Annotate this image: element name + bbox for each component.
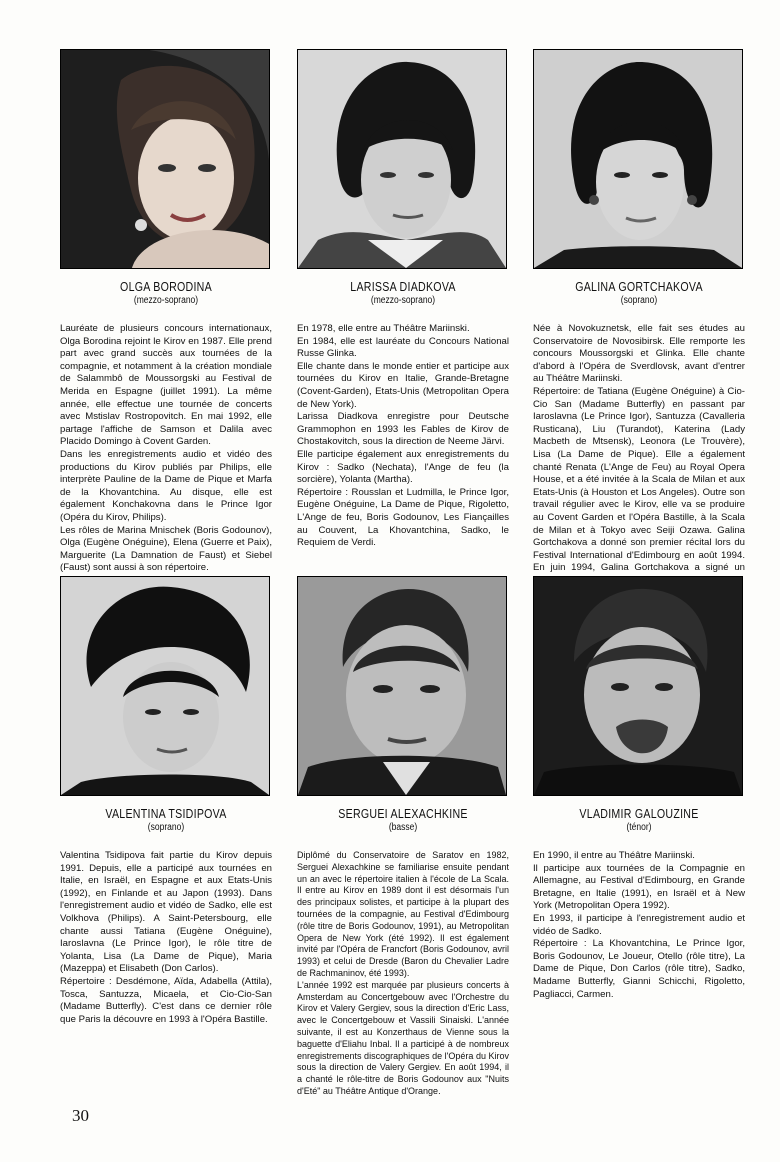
artist-name: VALENTINA TSIDIPOVA <box>105 807 227 821</box>
artist-bio <box>60 850 272 1026</box>
bio-paragraph: En 1984, elle est lauréate du Concours National Russe Glinka. <box>297 335 509 360</box>
portrait-photo <box>60 576 270 796</box>
bio-paragraph: Les rôles de Marina Mnischek (Boris Godounov), Olga (Eugène Onéguine), Elena (Guerre et Paix), Marguerite (La Damnation de Faust) et Siebel (Faust) sont aussi à son répertoire. <box>60 524 272 574</box>
bio-paragraph: Née à Novokuznetsk, elle fait ses études au Conservatoire de Novosibirsk. Elle remporte les concours Moussorgski et Glinka. Elle chante d'abord à l'Opéra de Sverdlovsk, avant d'entrer au Théâtre Mariinski. <box>533 323 745 385</box>
bio-paragraph: En 1978, elle entre au Théâtre Mariinski. <box>297 323 470 334</box>
artist-name: LARISSA DIADKOVA <box>350 280 456 294</box>
voice-type: (mezzo-soprano) <box>370 295 436 306</box>
artist-name: SERGUEI ALEXACHKINE <box>338 807 468 821</box>
bio-paragraph: Diplômé du Conservatoire de Saratov en 1982, Serguei Alexachkine se familiarise ensuite pendant un an avec le répertoire italien à l'école de La Scala. Il entre au Kirov en 1989 dont il est désormais l'un des principaux solistes, et participe à la plupart des tournées de la compagnie, au Festival d'Edimbourg (rôle titre de Boris Godounov, 1991), au Metropolitan Opera de New York (été 1992). Il est également invité par l'Opéra de Francfort (Boris Godounov, avril 1993) et celui de Dresde (Baron du Chevalier Ladre de Rachmaninov, été 1993). <box>297 850 509 978</box>
artist-card-vladimir-galouzine <box>533 576 745 1001</box>
bio-paragraph: Répertoire: de Tatiana (Eugène Onéguine) à Cio-Cio San (Madame Butterfly) en passant par Iaroslavna (Le Prince Igor), Santuzza (Cavalleria Rusticana), Liu (Turandot), Katerina (Lady Macbeth de Mtsensk), Leonora (Le Trouvère), Lisa (La Dame de Pique). Elle a également chanté Renata (L'Ange de Feu) au Royal Opera House, et a été invitée à la Scala de Milan et aux Etats-Unis (à Houston et Los Angeles). Outre son travail régulier avec le Kirov, elle va se produire au Covent Garden et l'Opéra Bastille, à la Scala de Milan et à Tokyo avec Seiji Ozawa. Galina Gortchakova a donné son premier récital lors du Festival International d'Edimbourg en août 1994. En juin 1994, Galina Gortchakova a signé un <box>533 385 745 574</box>
artist-bio <box>533 850 745 1001</box>
bio-paragraph: En 1993, il participe à l'enregistrement audio et vidéo de Sadko. <box>533 912 745 937</box>
page-number: 30 <box>72 1106 89 1125</box>
voice-type: (ténor) <box>626 822 652 833</box>
portrait-photo <box>60 49 270 269</box>
voice-type: (soprano) <box>147 822 185 833</box>
artist-card-galina-gortchakova <box>533 49 745 587</box>
bio-paragraph: Elle participe également aux enregistrements du Kirov : Sadko (Nechata), l'Ange de feu (la sorcière), Yolanta (Martha). <box>297 448 509 486</box>
bio-paragraph: Larissa Diadkova enregistre pour Deutsche Grammophon en 1993 les Fables de Kirov de Chostakovitch, sous la direction de Neeme Järvi. <box>297 411 509 448</box>
artist-name: OLGA BORODINA <box>120 280 212 294</box>
artist-card-larissa-diadkova <box>297 49 509 550</box>
artist-bio <box>60 323 272 575</box>
voice-type: (basse) <box>388 822 418 833</box>
artist-name: GALINA GORTCHAKOVA <box>575 280 703 294</box>
bio-paragraph: Elle chante dans le monde entier et participe aux tournées du Kirov en Italie, Grande-Bretagne (Covent-Garden), Etats-Unis (Metropolitan Opera de New York). <box>297 360 509 410</box>
bio-paragraph: Dans les enregistrements audio et vidéo des productions du Kirov publiés par Philips, elle interprète Pauline de la Dame de Pique et Marfa de la Khovantchina. Au disque, elle est également Konchakovna dans le Prince Igor (Opéra du Kirov, Philips). <box>60 448 272 523</box>
voice-type: (soprano) <box>620 295 658 306</box>
bio-paragraph: Valentina Tsidipova fait partie du Kirov depuis 1991. Depuis, elle a participé aux tournées en Italie, en Israël, en Espagne et aux Etats-Unis (1992), en Finlande et au Japon (1993). Dans l'enregistrement audio et vidéo de Sadko, elle est Volkhova (Philips). A Saint-Petersbourg, elle chante aussi Tatiana (Eugène Onéguine), Iaroslavna (Le Prince Igor), le rôle titre de Yolanta, Lisa (La Dame de Pique), Maria (Mazeppa) et Elisabeth (Don Carlos). <box>60 850 272 975</box>
artist-card-serguei-alexachkine <box>297 576 509 1098</box>
bio-paragraph: L'année 1992 est marquée par plusieurs concerts à Amsterdam au Concertgebouw avec l'Orchestre du Kirov et Valery Gergiev, sous la direction d'Eric Lass, avec le Concertgebouw et Vassili Sinaiski. L'année suivante, il est au Konzerthaus de Vienne sous la baguette d'Eliahu Inbal. Il a participé à de nombreux enregistrements discographiques de l'Opéra du Kirov sous la direction de Valery Gergiev. En août 1994, il a chanté le rôle-titre de Boris Godounov aux "Nuits d'Eté" au Théâtre Antique d'Orange. <box>297 979 509 1096</box>
bio-paragraph: Lauréate de plusieurs concours internationaux, Olga Borodina rejoint le Kirov en 1987. Elle prend part avec grand succès aux tournées de la compagnie, et notamment à la création mondiale de Salammbô de Moussorgski au Festival de Merida en Espagne (juillet 1991). La même année, elle effectue une tournée de concerts avec Mstislav Rostropovitch. En mai 1992, elle partage l'affiche de Samson et Dalila avec Placido Domingo à Covent Garden. <box>60 323 272 448</box>
artist-name: VLADIMIR GALOUZINE <box>579 807 699 821</box>
portrait-photo <box>297 576 507 796</box>
bio-paragraph: En 1990, il entre au Théâtre Mariinski. <box>533 850 695 861</box>
artist-bio <box>297 323 509 550</box>
artist-card-olga-borodina <box>60 49 272 575</box>
artist-bio <box>297 850 509 1098</box>
bio-paragraph: Répertoire : Rousslan et Ludmilla, le Prince Igor, Eugène Onéguine, La Dame de Pique, Rigoletto, L'Ange de feu, Boris Godounov, Les Fiançailles au Couvent, La Khovantchina, Sadko, le Requiem de Verdi. <box>297 486 509 549</box>
portrait-photo <box>533 49 743 269</box>
portrait-photo <box>297 49 507 269</box>
bio-paragraph: Répertoire : La Khovantchina, Le Prince Igor, Boris Godounov, Le Joueur, Otello (rôle titre), La Dame de Pique, Don Carlos (rôle titre), Sadko, Madame Butterfly, Gianni Schicchi, Rigoletto, Pagliacci, Carmen. <box>533 938 745 1000</box>
bio-paragraph: Il participe aux tournées de la Compagnie en Allemagne, au Festival d'Edimbourg, en Grande Bretagne, en Italie (1991), en Israël et à New York (Metropolitan Opera 1992). <box>533 862 745 912</box>
portrait-photo <box>533 576 743 796</box>
artist-card-valentina-tsidipova <box>60 576 272 1026</box>
artist-bio <box>533 323 745 587</box>
bio-paragraph: Répertoire : Desdémone, Aïda, Adabella (Attila), Tosca, Santuzza, Micaela, et Cio-Cio-San (Madame Butterfly). C'est dans ce dernier rôle que Paris la découvre en 1993 à l'Opéra Bastille. <box>60 975 272 1025</box>
voice-type: (mezzo-soprano) <box>133 295 199 306</box>
